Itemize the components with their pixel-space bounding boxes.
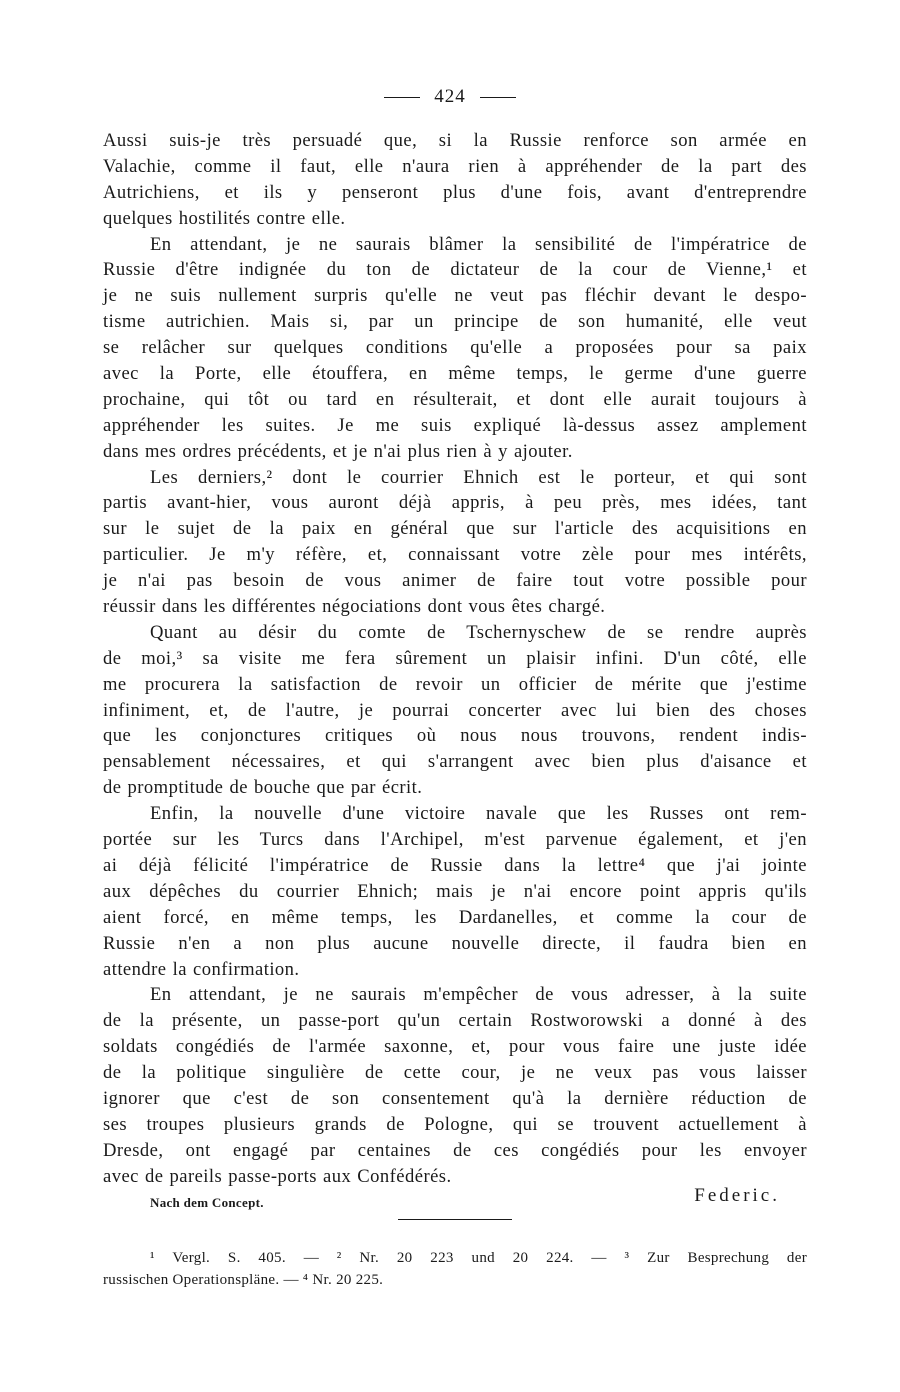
source-note: Nach dem Concept. <box>150 1195 264 1210</box>
text-line: Aussi suis-je très persuadé que, si la Russie renforce son armée en <box>103 130 807 151</box>
footnote-divider <box>398 1219 512 1220</box>
text-line: se relâcher sur quelques conditions qu'elle a proposées pour sa paix <box>103 337 807 359</box>
text-line: ses troupes plusieurs grands de Pologne, qui se trouvent actuellement à <box>103 1113 807 1135</box>
header-rule-right <box>480 97 516 98</box>
text-line: portée sur les Turcs dans l'Archipel, m'est parvenue également, et j'en <box>103 829 807 851</box>
text-line: ignorer que c'est de son consentement qu'à la dernière réduction de <box>103 1087 807 1109</box>
text-line: tisme autrichien. Mais si, par un principe de son humanité, elle veut <box>103 311 807 333</box>
text-line: sur le sujet de la paix en général que sur l'article des acquisitions en <box>103 518 807 540</box>
text-line: attendre la confirmation. <box>103 958 300 980</box>
text-line: Les derniers,² dont le courrier Ehnich est le porteur, et qui sont <box>150 466 807 488</box>
text-line: soldats congédiés de l'armée saxonne, et, pour vous faire une juste idée <box>103 1036 807 1058</box>
text-line: Russie n'en a non plus aucune nouvelle directe, il faudra bien en <box>103 932 807 954</box>
text-line: quelques hostilités contre elle. <box>103 207 346 229</box>
text-line: appréhender les suites. Je me suis expliqué là-dessus assez amplement <box>103 414 807 436</box>
text-line: aient forcé, en même temps, les Dardanelles, et comme la cour de <box>103 906 807 928</box>
paragraph <box>103 982 807 1189</box>
footnote-line: russischen Operationspläne. — ⁴ Nr. 20 225. <box>103 1272 384 1288</box>
text-line: de la politique singulière de cette cour, je ne veux pas vous laisser <box>103 1062 807 1084</box>
signature: Federic. <box>694 1185 780 1206</box>
text-line: ai déjà félicité l'impératrice de Russie dans la lettre⁴ que j'ai jointe <box>103 854 807 876</box>
text-line: Dresde, ont engagé par centaines de ces congédiés pour les envoyer <box>103 1139 807 1161</box>
page-number: 424 <box>434 86 466 107</box>
text-line: que les conjonctures critiques où nous nous trouvons, rendent indis- <box>103 725 807 747</box>
text-line: réussir dans les différentes négociations dont vous êtes chargé. <box>103 596 606 618</box>
text-line: En attendant, je ne saurais m'empêcher de vous adresser, à la suite <box>150 984 807 1006</box>
text-line: avec de pareils passe-ports aux Confédérés. <box>103 1165 452 1187</box>
text-line: de moi,³ sa visite me fera sûrement un plaisir infini. D'un côté, elle <box>103 647 807 669</box>
text-line: je n'ai pas besoin de vous animer de faire tout votre possible pour <box>103 570 807 592</box>
paragraph <box>103 128 807 232</box>
paragraph <box>103 620 807 801</box>
text-line: Russie d'être indignée du ton de dictateur de la cour de Vienne,¹ et <box>103 259 807 281</box>
text-line: dans mes ordres précédents, et je n'ai plus rien à y ajouter. <box>103 440 573 462</box>
text-line: de promptitude de bouche que par écrit. <box>103 777 423 799</box>
letter-body <box>103 128 807 1190</box>
text-line: Valachie, comme il faut, elle n'aura rien à appréhender de la part des <box>103 155 807 177</box>
paragraph <box>103 465 807 620</box>
text-line: prochaine, qui tôt ou tard en résulterait, et dont elle aurait toujours à <box>103 388 807 410</box>
text-line: me procurera la satisfaction de revoir un officier de mérite que j'estime <box>103 673 807 695</box>
text-line: partis avant-hier, vous auront déjà appris, à peu près, mes idées, tant <box>103 492 807 514</box>
text-line: je ne suis nullement surpris qu'elle ne veut pas fléchir devant le despo- <box>103 285 807 307</box>
text-line: pensablement nécessaires, et qui s'arrangent avec bien plus d'aisance et <box>103 751 807 773</box>
text-line: avec la Porte, elle étouffera, en même temps, le germe d'une guerre <box>103 363 807 385</box>
page-header <box>0 86 900 108</box>
text-line: Autrichiens, et ils y penseront plus d'une fois, avant d'entreprendre <box>103 181 807 203</box>
signature-row <box>150 1185 790 1213</box>
footnotes <box>103 1247 807 1291</box>
text-line: Quant au désir du comte de Tschernyschew de se rendre auprès <box>150 621 807 643</box>
text-line: de la présente, un passe-port qu'un certain Rostworowski a donné à des <box>103 1010 807 1032</box>
text-line: Enfin, la nouvelle d'une victoire navale que les Russes ont rem- <box>150 803 807 825</box>
paragraph <box>103 801 807 982</box>
header-rule-left <box>384 97 420 98</box>
text-line: En attendant, je ne saurais blâmer la sensibilité de l'impératrice de <box>150 233 807 255</box>
text-line: particulier. Je m'y réfère, et, connaissant votre zèle pour mes intérêts, <box>103 544 807 566</box>
text-line: aux dépêches du courrier Ehnich; mais je n'ai encore point appris qu'ils <box>103 880 807 902</box>
footnote-line: ¹ Vergl. S. 405. — ² Nr. 20 223 und 20 224. — ³ Zur Besprechung der <box>150 1250 807 1266</box>
text-line: infiniment, et, de l'autre, je pourrai concerter avec lui bien des choses <box>103 699 807 721</box>
paragraph <box>103 232 807 465</box>
